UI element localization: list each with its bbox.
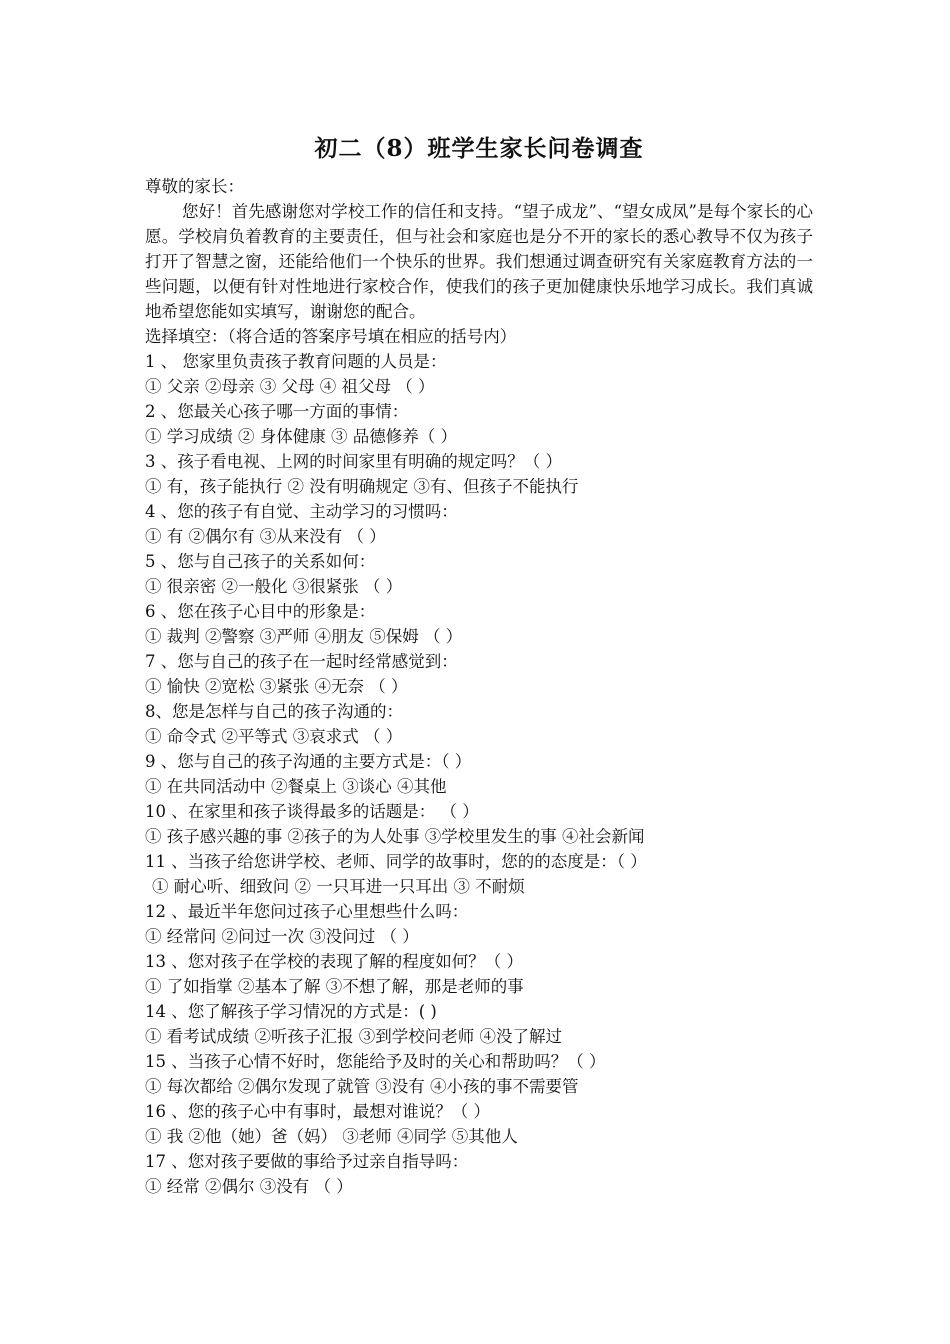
question-item bbox=[145, 949, 813, 999]
question-options: ① 了如指掌 ②基本了解 ③不想了解，那是老师的事 bbox=[145, 977, 524, 996]
question-text: 3 、孩子看电视、上网的时间家里有明确的规定吗？（ ） bbox=[145, 452, 562, 471]
question-text: 9 、您与自己的孩子沟通的主要方式是：（ ） bbox=[145, 752, 472, 771]
question-text: 15 、当孩子心情不好时，您能给予及时的关心和帮助吗？（ ） bbox=[145, 1052, 606, 1071]
question-item bbox=[145, 499, 813, 549]
question-text: 16 、您的孩子心中有事时，最想对谁说？（ ） bbox=[145, 1102, 490, 1121]
question-text: 11 、当孩子给您讲学校、老师、同学的故事时，您的的态度是：（ ） bbox=[145, 852, 647, 871]
question-item bbox=[145, 1099, 813, 1149]
question-options: ① 在共同活动中 ②餐桌上 ③谈心 ④其他 bbox=[145, 777, 447, 796]
question-options: ① 经常问 ②问过一次 ③没问过 （ ） bbox=[145, 927, 419, 946]
question-options: ① 每次都给 ②偶尔发现了就管 ③没有 ④小孩的事不需要管 bbox=[145, 1077, 579, 1096]
question-text: 6 、您在孩子心目中的形象是： bbox=[145, 602, 376, 621]
question-text: 7 、您与自己的孩子在一起时经常感觉到： bbox=[145, 652, 458, 671]
question-list bbox=[145, 349, 813, 1199]
question-options: ① 有，孩子能执行 ② 没有明确规定 ③有、但孩子不能执行 bbox=[145, 477, 579, 496]
question-options: ① 裁判 ②警察 ③严师 ④朋友 ⑤保姆 （ ） bbox=[145, 627, 463, 646]
question-options: ① 孩子感兴趣的事 ②孩子的为人处事 ③学校里发生的事 ④社会新闻 bbox=[145, 827, 645, 846]
question-item bbox=[145, 599, 813, 649]
question-text: 8、您是怎样与自己的孩子沟通的： bbox=[145, 702, 403, 721]
question-text: 12 、最近半年您问过孩子心里想些什么吗： bbox=[145, 902, 469, 921]
question-item bbox=[145, 1149, 813, 1199]
question-options: ① 经常 ②偶尔 ③没有 （ ） bbox=[145, 1177, 353, 1196]
question-text: 2 、您最关心孩子哪一方面的事情： bbox=[145, 402, 409, 421]
question-item bbox=[145, 749, 813, 799]
question-item bbox=[145, 649, 813, 699]
question-text: 17 、您对孩子要做的事给予过亲自指导吗： bbox=[145, 1152, 469, 1171]
question-options: ① 有 ②偶尔有 ③从来没有 （ ） bbox=[145, 527, 386, 546]
question-options: ① 看考试成绩 ②听孩子汇报 ③到学校问老师 ④没了解过 bbox=[145, 1027, 562, 1046]
page-title: 初二（8）班学生家长问卷调查 bbox=[314, 135, 644, 162]
question-item bbox=[145, 549, 813, 599]
question-options: ① 学习成绩 ② 身体健康 ③ 品德修养（ ） bbox=[145, 427, 457, 446]
question-item bbox=[145, 399, 813, 449]
question-item bbox=[145, 449, 813, 499]
question-options: ① 父亲 ②母亲 ③ 父母 ④ 祖父母 （ ） bbox=[145, 377, 435, 396]
question-item bbox=[145, 1049, 813, 1099]
intro-paragraph: 您好！首先感谢您对学校工作的信任和支持。“望子成龙”、“望女成凤”是每个家长的心愿。学校肩负着教育的主要责任，但与社会和家庭也是分不开的家长的悉心教导不仅为孩子打开了智慧之窗，还能给他们一个快乐的世界。我们想通过调查研究有关家庭教育方法的一些问题，以便有针对性地进行家校合作，使我们的孩子更加健康快乐地学习成长。我们真诚地希望您能如实填写，谢谢您的配合。 bbox=[145, 202, 813, 321]
question-options: ① 耐心听、细致问 ② 一只耳进一只耳出 ③ 不耐烦 bbox=[152, 877, 525, 896]
question-options: ① 命令式 ②平等式 ③哀求式 （ ） bbox=[145, 727, 403, 746]
question-text: 1 、 您家里负责孩子教育问题的人员是： bbox=[145, 352, 447, 371]
question-text: 5 、您与自己孩子的关系如何： bbox=[145, 552, 376, 571]
question-item bbox=[145, 999, 813, 1049]
question-item bbox=[145, 799, 813, 849]
question-item bbox=[145, 849, 813, 899]
questionnaire-page bbox=[145, 128, 813, 1199]
question-item bbox=[145, 899, 813, 949]
question-options: ① 愉快 ②宽松 ③紧张 ④无奈 （ ） bbox=[145, 677, 408, 696]
question-text: 14 、您了解孩子学习情况的方式是：( ) bbox=[145, 1002, 437, 1021]
section-heading: 选择填空：（将合适的答案序号填在相应的括号内） bbox=[145, 327, 517, 346]
question-item bbox=[145, 699, 813, 749]
question-item bbox=[145, 349, 813, 399]
question-options: ① 我 ②他（她）爸（妈） ③老师 ④同学 ⑤其他人 bbox=[145, 1127, 518, 1146]
greeting: 尊敬的家长： bbox=[145, 177, 244, 196]
question-text: 4 、您的孩子有自觉、主动学习的习惯吗： bbox=[145, 502, 458, 521]
question-text: 13 、您对孩子在学校的表现了解的程度如何？（ ） bbox=[145, 952, 523, 971]
question-options: ① 很亲密 ②一般化 ③很紧张 （ ） bbox=[145, 577, 403, 596]
question-text: 10 、在家里和孩子谈得最多的话题是： （ ） bbox=[145, 802, 479, 821]
